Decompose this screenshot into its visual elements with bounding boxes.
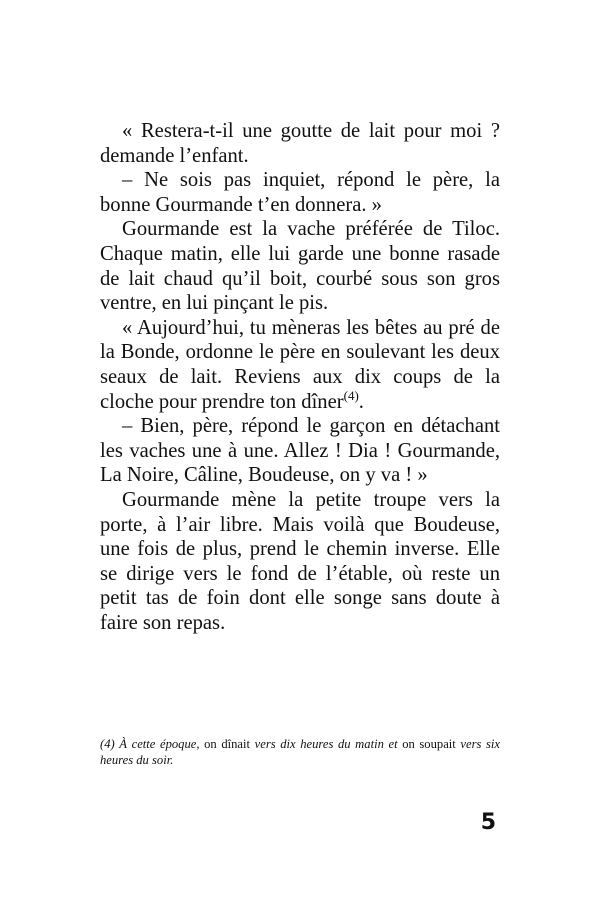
footnote-part-5: vers six heures du soir. — [100, 737, 500, 767]
paragraph-3: Gourmande est la vache préférée de Tiloc. Chaque matin, elle lui garde une bonne rasade de lait chaud qu’il boit, courbé sous son gros ventre, en lui pinçant le pis. — [100, 218, 500, 315]
footnote — [100, 736, 500, 768]
paragraph-4 — [100, 316, 500, 414]
page-body — [100, 119, 500, 635]
paragraph-2: – Ne sois pas inquiet, répond le père, la bonne Gourmande t’en donnera. » — [100, 169, 500, 216]
footnote-reference: (4) — [343, 387, 359, 403]
paragraph-4-text: « Aujourd’hui, tu mèneras les bêtes au pré de la Bonde, ordonne le père en soulevant les deux seaux de lait. Reviens aux dix coups de la cloche pour prendre ton dîner — [100, 316, 500, 413]
page-number: 5 — [480, 810, 496, 835]
footnote-part-4: on soupait — [397, 737, 461, 751]
footnote-part-3: vers dix heures du matin et — [254, 737, 398, 751]
paragraph-5: – Bien, père, répond le garçon en détachant les vaches une à une. Allez ! Dia ! Gourmande, La Noire, Câline, Boudeuse, on y va ! » — [100, 415, 500, 487]
footnote-part-2: on dînait — [199, 737, 255, 751]
paragraph-4-end: . — [358, 390, 364, 413]
paragraph-6: Gourmande mène la petite troupe vers la porte, à l’air libre. Mais voilà que Boudeuse, une fois de plus, prend le chemin inverse. Elle se dirige vers le fond de l’étable, où reste un petit tas de foin dont elle songe sans doute à faire son repas. — [100, 488, 500, 634]
paragraph-1: « Restera-t-il une goutte de lait pour moi ? demande l’enfant. — [100, 120, 500, 167]
main-text — [100, 119, 500, 635]
footnote-part-1: (4) À cette époque, — [100, 737, 200, 751]
